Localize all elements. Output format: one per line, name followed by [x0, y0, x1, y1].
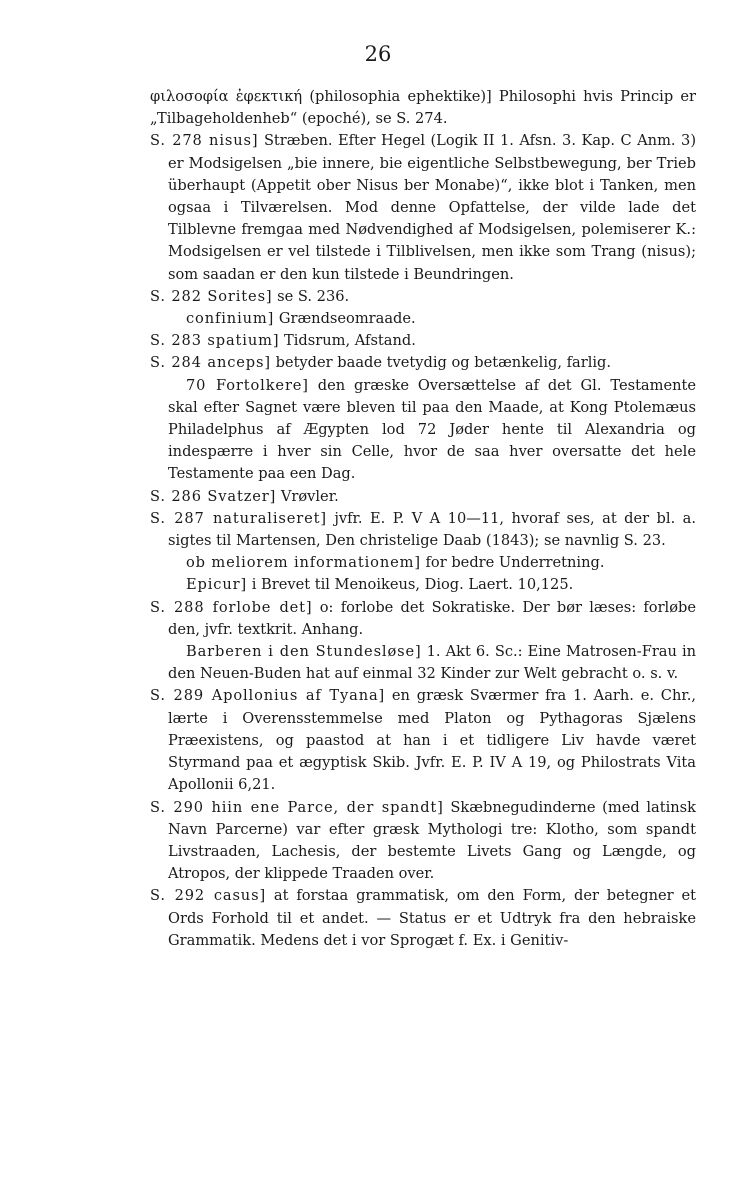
entry-list	[150, 86, 696, 952]
entry-text: betyder baade tvetydig og betænkelig, farlig.	[275, 354, 612, 372]
entry-lemma: S. 289 Apollonius af Tyana]	[150, 687, 386, 705]
commentary-entry	[150, 86, 696, 130]
commentary-entry	[150, 130, 696, 285]
entry-text: jvfr. E. P. V A 10—11, hvoraf ses, at der bl. a. sigtes til Martensen, Den christelige Daab (1843); se navnlig S. 23.	[168, 509, 696, 550]
entry-text: Stræben. Efter Hegel (Logik II 1. Afsn. 3. Kap. C Anm. 3) er Modsigelsen „bie innere, bie eigentliche Selbstbewegung, ber Trieb überhaupt (Appetit ober Nisus ber Monabe)“, ikke blot i Tanken, men ogsaa i Tilværelsen. Mod denne Opfattelse, der vilde lade det Tilblevne fremgaa med Nødvendighed af Modsigelsen, polemiserer K.: Modsigelsen er vel tilstede i Tilblivelsen, men ikke som Trang (nisus); som saadan er den kun tilstede i Beundringen.	[168, 132, 697, 283]
entry-lemma: S. 290 hiin ene Parce, der spandt]	[150, 798, 444, 816]
entry-text: Vrøvler.	[280, 487, 339, 505]
page-number: 26	[364, 42, 392, 66]
entry-lemma: S. 282 Sorites]	[150, 287, 273, 305]
entry-lemma: 70 Fortolkere]	[186, 376, 309, 394]
commentary-entry	[150, 574, 696, 596]
entry-text: Grændseomraade.	[278, 310, 416, 328]
entry-lemma: Barberen i den Stundesløse]	[186, 643, 422, 661]
commentary-entry	[150, 286, 696, 308]
commentary-entry	[150, 352, 696, 374]
commentary-entry	[150, 552, 696, 574]
entry-text: o: forlobe det Sokratiske. Der bør læses: forløbe den, jvfr. textkrit. Anhang.	[168, 598, 696, 638]
commentary-entry	[150, 885, 696, 952]
commentary-entry	[150, 641, 696, 685]
entry-lemma: S. 286 Svatzer]	[150, 487, 277, 505]
entry-text: Skæbnegudinderne (med latinsk Navn Parcerne) var efter græsk Mythologi tre: Klotho, som spandt Livstraaden, Lachesis, der bestemte Livets Gang og Længde, og Atropos, der klippede Traaden over.	[168, 798, 697, 883]
commentary-entry	[150, 308, 696, 330]
entry-text: at forstaa grammatisk, om den Form, der betegner et Ords Forhold til et andet. — Status er et Udtryk fra den hebraiske Grammatik. Medens det i vor Sprogæt f. Ex. i Genitiv-	[168, 887, 696, 949]
entry-text: en græsk Sværmer fra 1. Aarh. e. Chr., lærte i Overensstemmelse med Platon og Pythagoras Sjælens Præexistens, og paastod at han i et tidligere Liv havde været Styrmand paa et ægyptisk Skib. Jvfr. E. P. IV A 19, og Philostrats Vita Apollonii 6,21.	[168, 687, 697, 794]
commentary-entry	[150, 797, 696, 886]
entry-lemma: S. 283 spatium]	[150, 332, 280, 350]
entry-text: se S. 236.	[277, 287, 350, 305]
commentary-entry	[150, 685, 696, 796]
entry-text: φιλοσοφία ἐφεκτική (philosophia ephektike)] Philosophi hvis Princip er „Tilbageholdenheb“ (epoché), se S. 274.	[150, 88, 696, 128]
entry-lemma: S. 287 naturaliseret]	[150, 509, 327, 527]
entry-text: i Brevet til Menoikeus, Diog. Laert. 10,125.	[251, 576, 574, 594]
commentary-entry	[150, 375, 696, 486]
entry-text: 1. Akt 6. Sc.: Eine Matrosen-Frau in den Neuen-Buden hat auf einmal 32 Kinder zur Welt gebracht o. s. v.	[168, 643, 697, 683]
commentary-entry	[150, 508, 696, 552]
entry-text: Tidsrum, Afstand.	[284, 332, 416, 350]
entry-lemma: Epicur]	[186, 576, 248, 594]
commentary-entry	[150, 486, 696, 508]
entry-lemma: ob meliorem informationem]	[186, 554, 421, 572]
entry-lemma: S. 292 casus]	[150, 887, 267, 905]
commentary-entry	[150, 597, 696, 641]
entry-text: den græske Oversættelse af det Gl. Testamente skal efter Sagnet være bleven til paa den Maade, at Kong Ptolemæus Philadelphus af Ægypten lod 72 Jøder hente til Alexandria og indespærre i hver sin Celle, hvor de saa hver oversatte det hele Testamente paa een Dag.	[168, 376, 697, 483]
entry-lemma: S. 278 nisus]	[150, 132, 259, 150]
entry-text: for bedre Underretning.	[425, 554, 605, 572]
entry-lemma: S. 284 anceps]	[150, 354, 271, 372]
entry-lemma: S. 288 forlobe det]	[150, 598, 313, 616]
commentary-entry	[150, 330, 696, 352]
entry-lemma: confinium]	[186, 310, 275, 328]
